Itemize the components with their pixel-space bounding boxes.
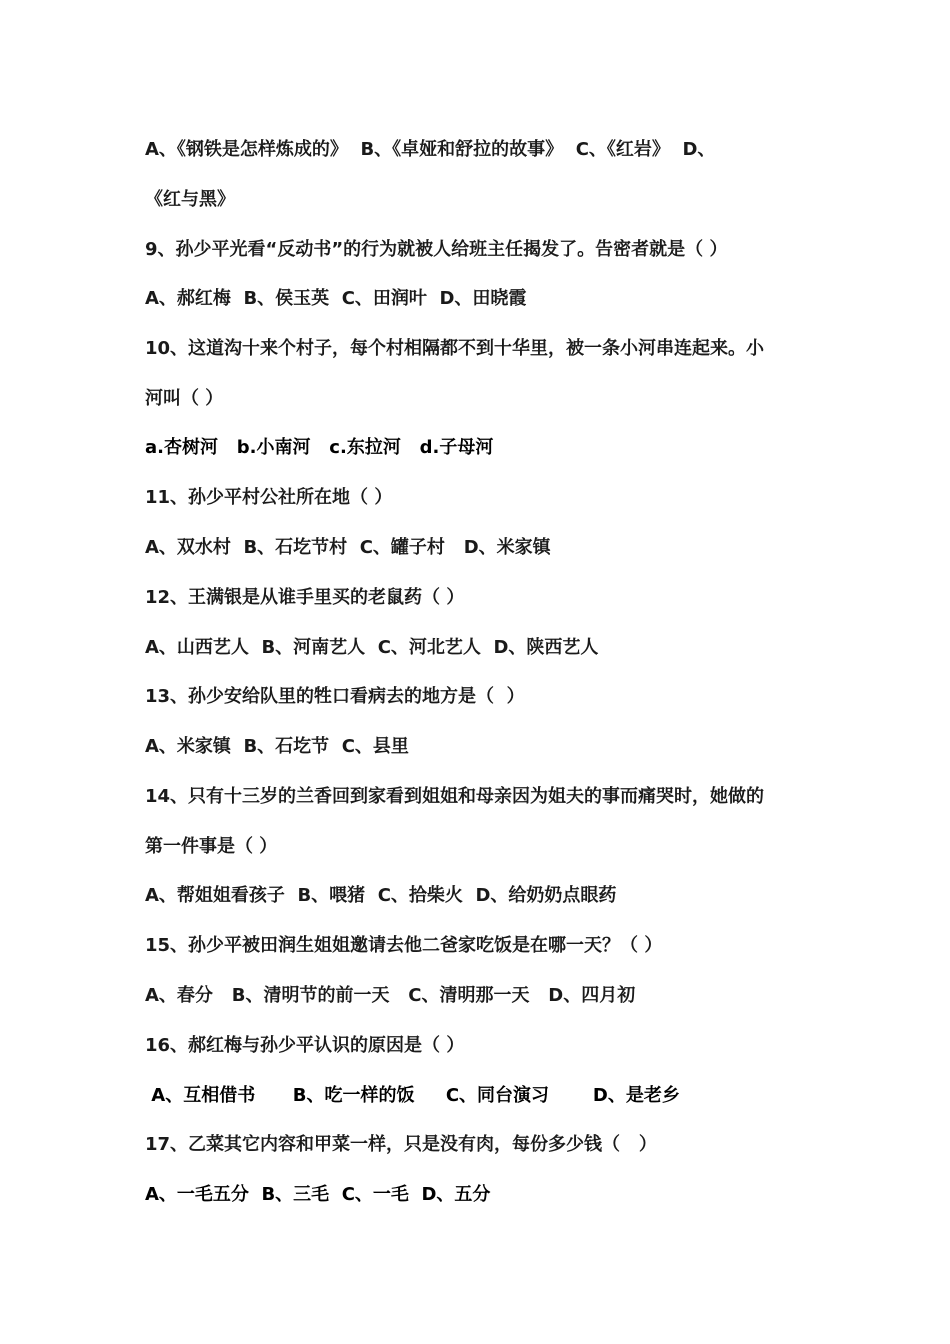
q10-options: a.杏树河 b.小南河 c.东拉河 d.子母河 (145, 437, 494, 458)
question-17: 17、乙菜其它内容和甲菜一样，只是没有肉，每份多少钱（ ） (145, 1134, 657, 1155)
question-14: 14、只有十三岁的兰香回到家看到姐姐和母亲因为姐夫的事而痛哭时，她做的 (145, 786, 765, 807)
question-14-continued: 第一件事是（ ） (145, 836, 278, 857)
question-15: 15、孙少平被田润生姐姐邀请去他二爸家吃饭是在哪一天？（ ） (145, 935, 663, 956)
question-12: 12、王满银是从谁手里买的老鼠药（ ） (145, 587, 465, 608)
q13-options: A、米家镇 B、石圪节 C、县里 (145, 736, 409, 757)
q12-options: A、山西艺人 B、河南艺人 C、河北艺人 D、陕西艺人 (145, 637, 599, 658)
question-10: 10、这道沟十来个村子，每个村相隔都不到十华里，被一条小河串连起来。小 (145, 338, 765, 359)
question-9: 9、孙少平光看“反动书”的行为就被人给班主任揭发了。告密者就是（ ） (145, 239, 728, 260)
q16-options: A、互相借书 B、吃一样的饭 C、同台演习 D、是老乡 (145, 1085, 680, 1106)
q11-options: A、双水村 B、石圪节村 C、罐子村 D、米家镇 (145, 537, 551, 558)
q14-options: A、帮姐姐看孩子 B、喂猪 C、拾柴火 D、给奶奶点眼药 (145, 885, 617, 906)
q15-options: A、春分 B、清明节的前一天 C、清明那一天 D、四月初 (145, 985, 636, 1006)
q17-options: A、一毛五分 B、三毛 C、一毛 D、五分 (145, 1184, 491, 1205)
q8-options-continued: 《红与黑》 (145, 189, 235, 210)
question-10-continued: 河叫（ ） (145, 388, 224, 409)
question-16: 16、郝红梅与孙少平认识的原因是（ ） (145, 1035, 465, 1056)
q8-options-line: A、《钢铁是怎样炼成的》 B、《卓娅和舒拉的故事》 C、《红岩》 D、 (145, 139, 716, 160)
question-11: 11、孙少平村公社所在地（ ） (145, 487, 393, 508)
question-13: 13、孙少安给队里的牲口看病去的地方是（ ） (145, 686, 525, 707)
q9-options: A、郝红梅 B、侯玉英 C、田润叶 D、田晓霞 (145, 288, 527, 309)
